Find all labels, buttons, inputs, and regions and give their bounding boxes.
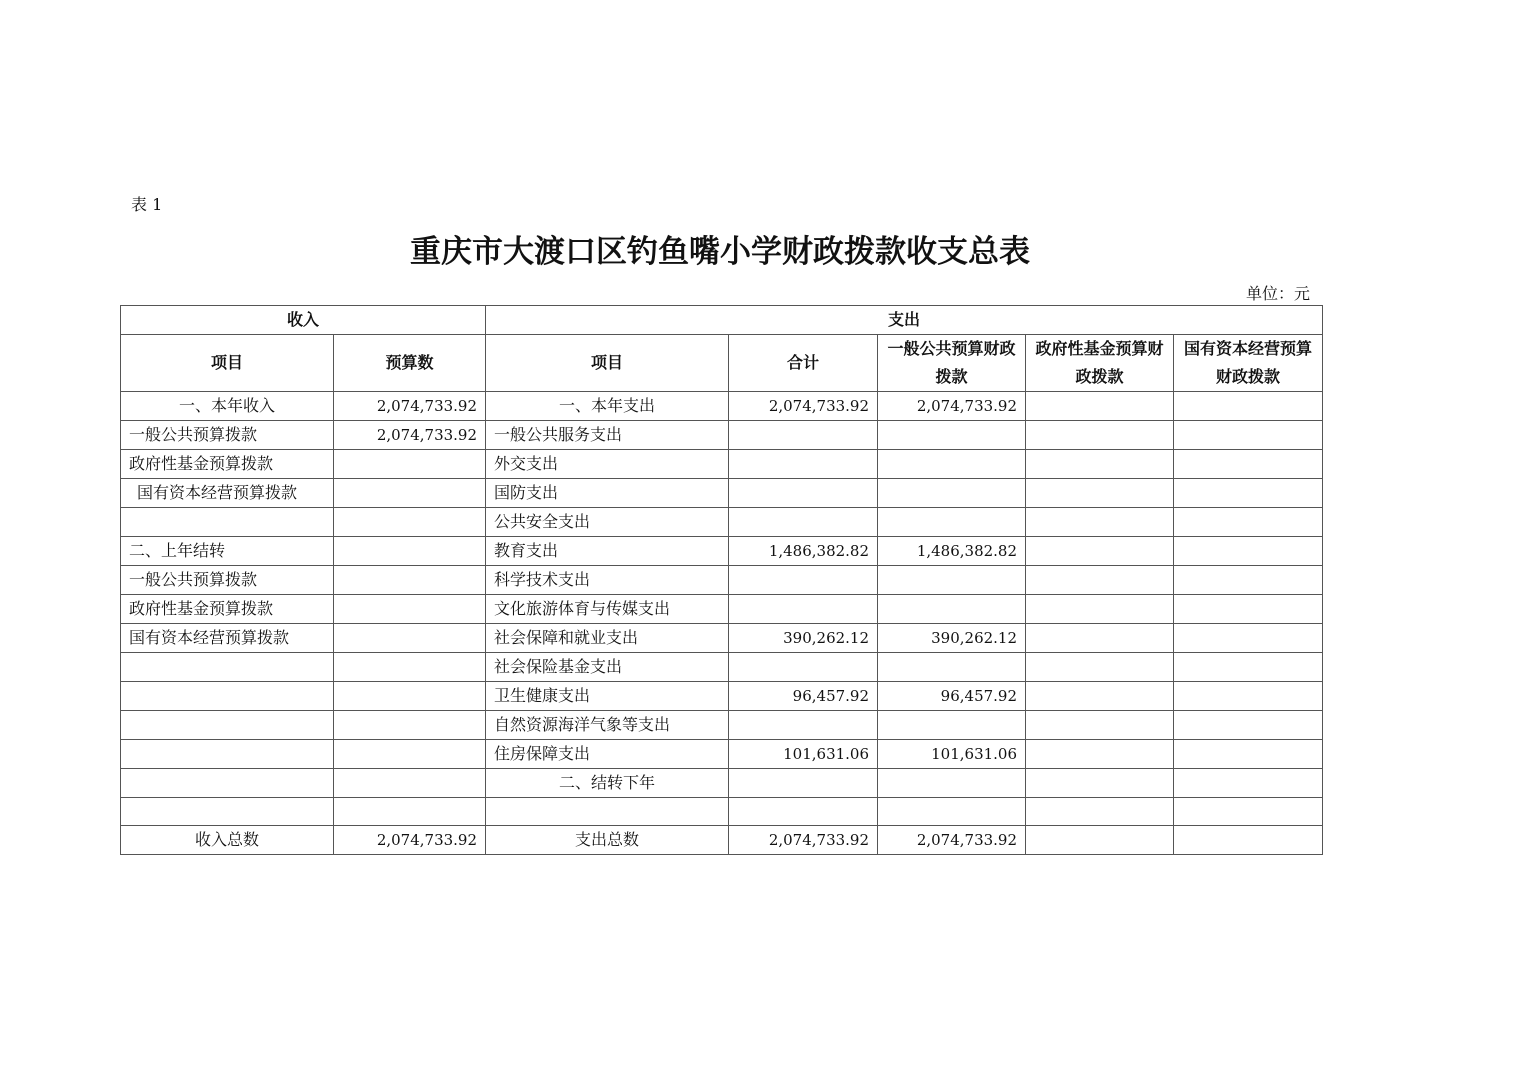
income-header: 收入 <box>121 306 486 335</box>
expense-item-cell: 外交支出 <box>486 450 729 479</box>
expense-item-cell <box>486 798 729 826</box>
income-total-amount: 2,074,733.92 <box>334 826 486 855</box>
state-capital-cell <box>1174 682 1323 711</box>
state-capital-cell <box>1174 508 1323 537</box>
state-capital-cell <box>1174 421 1323 450</box>
expense-total-cell <box>729 798 878 826</box>
expense-total-cell: 96,457.92 <box>729 682 878 711</box>
income-item-cell <box>121 653 334 682</box>
state-capital-cell <box>1174 624 1323 653</box>
expense-total-cell <box>729 653 878 682</box>
income-amount-cell <box>334 566 486 595</box>
col-general-budget: 一般公共预算财政拨款 <box>878 335 1026 392</box>
col-fund-budget: 政府性基金预算财政拨款 <box>1026 335 1174 392</box>
fund-budget-cell <box>1026 624 1174 653</box>
header-group-row <box>121 306 1323 335</box>
income-item-cell <box>121 711 334 740</box>
state-capital-cell <box>1174 479 1323 508</box>
expense-item-cell: 自然资源海洋气象等支出 <box>486 711 729 740</box>
expense-item-cell: 住房保障支出 <box>486 740 729 769</box>
state-capital-cell <box>1174 450 1323 479</box>
income-item-cell: 政府性基金预算拨款 <box>121 595 334 624</box>
expense-item-cell: 科学技术支出 <box>486 566 729 595</box>
expense-total-label: 支出总数 <box>486 826 729 855</box>
table-row <box>121 421 1323 450</box>
income-item-cell <box>121 508 334 537</box>
state-capital-cell <box>1174 711 1323 740</box>
header-column-row <box>121 335 1323 392</box>
table-label: 表 1 <box>131 195 163 214</box>
expense-total-cell: 1,486,382.82 <box>729 537 878 566</box>
col-income-item: 项目 <box>121 335 334 392</box>
general-budget-cell: 101,631.06 <box>878 740 1026 769</box>
fund-budget-cell <box>1026 450 1174 479</box>
finance-summary-table <box>120 305 1323 855</box>
state-capital-cell <box>1174 653 1323 682</box>
income-item-cell: 国有资本经营预算拨款 <box>121 624 334 653</box>
general-budget-cell <box>878 595 1026 624</box>
unit-label: 单位：元 <box>1245 284 1310 303</box>
fund-budget-cell <box>1026 537 1174 566</box>
table-row <box>121 595 1323 624</box>
state-capital-cell <box>1174 537 1323 566</box>
fund-budget-cell <box>1026 392 1174 421</box>
expense-total-cell <box>729 479 878 508</box>
expense-total-cell <box>729 566 878 595</box>
expense-item-cell: 国防支出 <box>486 479 729 508</box>
expense-item-cell: 卫生健康支出 <box>486 682 729 711</box>
fund-budget-cell <box>1026 508 1174 537</box>
income-amount-cell <box>334 479 486 508</box>
table-row <box>121 392 1323 421</box>
expense-total-cell <box>729 450 878 479</box>
table-row <box>121 537 1323 566</box>
state-capital-cell <box>1174 566 1323 595</box>
table-row <box>121 798 1323 826</box>
income-amount-cell <box>334 450 486 479</box>
income-item-cell: 一般公共预算拨款 <box>121 421 334 450</box>
fund-budget-cell <box>1026 769 1174 798</box>
income-amount-cell <box>334 624 486 653</box>
totals-row <box>121 826 1323 855</box>
fund-budget-cell <box>1026 479 1174 508</box>
table-row <box>121 566 1323 595</box>
expense-item-cell: 文化旅游体育与传媒支出 <box>486 595 729 624</box>
col-expense-item: 项目 <box>486 335 729 392</box>
fund-budget-cell <box>1026 740 1174 769</box>
state-capital-cell <box>1174 740 1323 769</box>
income-item-cell <box>121 740 334 769</box>
general-budget-cell: 96,457.92 <box>878 682 1026 711</box>
income-amount-cell: 2,074,733.92 <box>334 392 486 421</box>
fund-budget-cell <box>1026 421 1174 450</box>
table-row <box>121 769 1323 798</box>
expense-total-cell: 2,074,733.92 <box>729 392 878 421</box>
expense-item-cell: 一、本年支出 <box>486 392 729 421</box>
income-item-cell: 政府性基金预算拨款 <box>121 450 334 479</box>
expense-total-cell: 390,262.12 <box>729 624 878 653</box>
expense-header: 支出 <box>486 306 1323 335</box>
expense-total-cell <box>729 421 878 450</box>
general-budget-cell <box>878 566 1026 595</box>
fund-budget-cell <box>1026 798 1174 826</box>
income-amount-cell <box>334 595 486 624</box>
table-row <box>121 653 1323 682</box>
general-budget-cell: 390,262.12 <box>878 624 1026 653</box>
state-capital-cell <box>1174 595 1323 624</box>
table-row <box>121 508 1323 537</box>
table-row <box>121 624 1323 653</box>
income-item-cell <box>121 682 334 711</box>
income-amount-cell <box>334 682 486 711</box>
general-budget-cell: 2,074,733.92 <box>878 392 1026 421</box>
general-budget-cell: 1,486,382.82 <box>878 537 1026 566</box>
table-row <box>121 450 1323 479</box>
income-amount-cell <box>334 798 486 826</box>
fund-budget-cell <box>1026 653 1174 682</box>
col-budget: 预算数 <box>334 335 486 392</box>
col-state-capital: 国有资本经营预算财政拨款 <box>1174 335 1323 392</box>
state-capital-cell <box>1174 392 1323 421</box>
expense-item-cell: 教育支出 <box>486 537 729 566</box>
expense-item-cell: 社会保障和就业支出 <box>486 624 729 653</box>
income-amount-cell <box>334 711 486 740</box>
expense-item-cell: 一般公共服务支出 <box>486 421 729 450</box>
table-row <box>121 682 1323 711</box>
general-budget-cell <box>878 479 1026 508</box>
expense-item-cell: 社会保险基金支出 <box>486 653 729 682</box>
income-amount-cell <box>334 537 486 566</box>
fund-budget-total <box>1026 826 1174 855</box>
expense-total-amount: 2,074,733.92 <box>729 826 878 855</box>
income-amount-cell <box>334 769 486 798</box>
expense-total-cell <box>729 508 878 537</box>
fund-budget-cell <box>1026 595 1174 624</box>
table-row <box>121 740 1323 769</box>
income-amount-cell <box>334 653 486 682</box>
state-capital-total <box>1174 826 1323 855</box>
income-item-cell <box>121 798 334 826</box>
expense-total-cell: 101,631.06 <box>729 740 878 769</box>
state-capital-cell <box>1174 798 1323 826</box>
general-budget-cell <box>878 798 1026 826</box>
income-item-cell: 一般公共预算拨款 <box>121 566 334 595</box>
col-total: 合计 <box>729 335 878 392</box>
fund-budget-cell <box>1026 566 1174 595</box>
general-budget-cell <box>878 769 1026 798</box>
general-budget-cell <box>878 508 1026 537</box>
income-item-cell: 国有资本经营预算拨款 <box>121 479 334 508</box>
table-row <box>121 479 1323 508</box>
income-amount-cell <box>334 508 486 537</box>
general-budget-total: 2,074,733.92 <box>878 826 1026 855</box>
fund-budget-cell <box>1026 711 1174 740</box>
income-total-label: 收入总数 <box>121 826 334 855</box>
general-budget-cell <box>878 450 1026 479</box>
expense-item-cell: 公共安全支出 <box>486 508 729 537</box>
income-amount-cell <box>334 740 486 769</box>
expense-total-cell <box>729 595 878 624</box>
general-budget-cell <box>878 711 1026 740</box>
page-title: 重庆市大渡口区钓鱼嘴小学财政拨款收支总表 <box>410 234 1030 270</box>
expense-total-cell <box>729 711 878 740</box>
income-item-cell: 一、本年收入 <box>121 392 334 421</box>
income-item-cell <box>121 769 334 798</box>
income-amount-cell: 2,074,733.92 <box>334 421 486 450</box>
general-budget-cell <box>878 653 1026 682</box>
general-budget-cell <box>878 421 1026 450</box>
state-capital-cell <box>1174 769 1323 798</box>
income-item-cell: 二、上年结转 <box>121 537 334 566</box>
fund-budget-cell <box>1026 682 1174 711</box>
table-row <box>121 711 1323 740</box>
expense-item-cell: 二、结转下年 <box>486 769 729 798</box>
expense-total-cell <box>729 769 878 798</box>
